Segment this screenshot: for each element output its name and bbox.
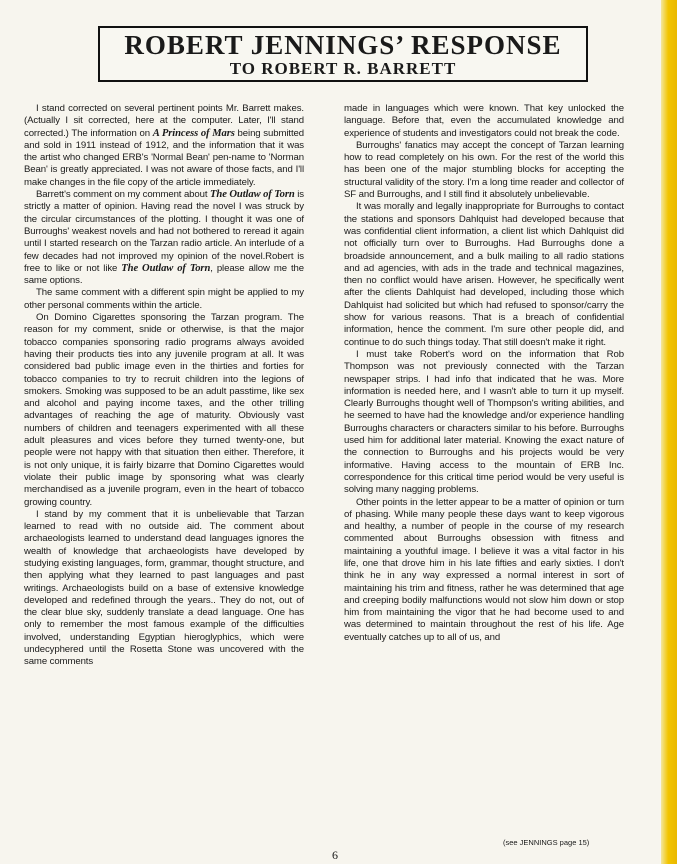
continuation-note: (see JENNINGS page 15) [503, 838, 590, 847]
paragraph-5: I stand by my comment that it is unbelievable that Tarzan learned to read with no outside aid. The comment about archaeologists learned to understand dead languages ignores the wealth of knowledge that archaeologists have developed by studying existing languages, form, grammar, thought structure, and then applying what they learned to past languages and past writings. Archaeologists build on a base of extensive knowledge developed and redefined through the years.. They do not, out of the clear blue sky, suddenly translate a dead language. One has only to remember the most famous example of the difficulties involved, understanding Egyptian hieroglyphics, which were undecyphered until the Rosetta Stone was uncovered with the same comments [24, 508, 304, 668]
paragraph-text: Barrett's comment on my comment about [36, 189, 211, 201]
paragraph-text: I stand corrected on several pertinent points Mr. Barrett makes. (Actually I sit corrected, here at the computer. Later, I'll stand corrected.) The information on [24, 103, 304, 139]
page-subtitle: TO ROBERT R. BARRETT [229, 59, 457, 78]
right-column [344, 103, 624, 644]
book-title: The Outlaw of Torn [121, 262, 211, 274]
paragraph-6: Burroughs' fanatics may accept the concept of Tarzan learning how to read completely on his own. For the rest of the world this has been one of the major stumbling blocks for accepting the structural validity of the story. I'm a long time reader and collector of SF and Burroughs, and I still find it absolutely unbelievable. [344, 139, 624, 201]
book-title: A Princess of Mars [152, 127, 235, 139]
paragraph-9: Other points in the letter appear to be a matter of opinion or turn of phasing. While many people these days want to keep vigorous and healthy, a number of people in the course of my research commented about Burroughs obsession with fitness and maintaining a youthful image. I believe it was a vital factor in his life, one that drove him in his late fifties and early sixties. I don't think he in any way expressed a normal interest in sort of maintaining his trim and fitness, rather he was determined that age and creeping bodily malfunctions would not slow him down or stop him from maintaining the vigor that he had become used to and was determined to maintain throughout the rest of his life. Age eventually catches up to all of us, and [344, 496, 624, 643]
paragraph-text: is strictly a matter of opinion. Having read the novel I was struck by the circular circumstances of the plotting. I thought it was one of Burroughs' weakest novels and had not bothered to reread it again until I started research on the Tarzan radio article. An interlude of a few decades had not improved my opinion of the novel.Robert is free to like or not like [24, 189, 304, 274]
paragraph-7: It was morally and legally inappropriate for Burroughs to contact the stations and sponsors Dahlquist had developed because that was confidential client information, a client list which Dahlquist did not officially turn over to Burroughs. Had Burroughs done a broadside announcement, and a bulk mailing to all radio stations and ad agencies, with ads in the trade and technical magazines, then no conflict would have arisen. However, he specifically went after the clients Dahlquist had developed, including those which Dahlquist had solicited but which had refused to sponsor/carry the show for various reasons. That is a breach of confidential information, hence the comment. I'm sure other people did, and continue to do such things today. That still doesn't make it right. [344, 201, 624, 348]
paragraph-continued: made in languages which were known. That key unlocked the language. Before that, even the accumulated knowledge and experience of students and investigators could not break the code. [344, 103, 624, 139]
page-title: ROBERT JENNINGS’ RESPONSE [124, 30, 562, 60]
paragraph-1 [24, 103, 304, 189]
title-box [98, 26, 588, 82]
paragraph-3: The same comment with a different spin might be applied to my other personal comments within the article. [24, 287, 304, 311]
paragraph-2 [24, 189, 304, 287]
paragraph-text: , please allow me the same options. [24, 262, 305, 287]
book-title: The Outlaw of Torn [210, 189, 295, 201]
paragraph-4: On Domino Cigarettes sponsoring the Tarzan program. The reason for my comment, snide or otherwise, is that the major tobacco companies sponsoring radio programs always avoided having their products ties into any juvenile program at all. It was considered bad public image even in the thirties and forties for tobacco companies to try to recruit children into the legions of smokers. Smoking was supposed to be an adult passtime, like sex and alcohol and paying income taxes, and the other trilling advantages of reaching the age of maturity. Obviously vast numbers of children and teenagers experimented with all these adult pleasures and vices before they turned twenty-one, but people were not happy with that situation then either. Therefore, it is not only unique, it is fairly bizarre that Domino Cigarettes would violate their public image by sponsoring what was clearly merchandised as a juvenile program, even in the heart of tobacco growing country. [24, 312, 304, 508]
left-column [24, 103, 304, 669]
yellow-page-edge [661, 0, 677, 864]
paragraph-8: I must take Robert's word on the information that Rob Thompson was not previously connected with the Tarzan newspaper strips. I had info that indicated that he was. More information is needed here, and I wasn't able to turn it up myself. Clearly Burroughs thought well of Thompson's writing abilities, and he seemed to have had the knowledge and/or experience handling Burroughs characters or characters similar to his before. Burroughs used him for additional later material. Knowing the exact nature of the connection to Burroughs and his projects would be very informative. Having access to the mountain of ERB Inc. correspondence for this critical time period would be very useful is solving many nagging problems. [344, 348, 624, 496]
page-number: 6 [332, 848, 338, 862]
paragraph-text: being submitted and sold in 1911 instead of 1912, and the information that it was the artist who changed ERB's 'Normal Bean' pen-name to 'Norman Bean' is greatly appreciated. I was not aware of those facts, and I'll make changes in the file copy of the article immediately. [24, 127, 304, 188]
